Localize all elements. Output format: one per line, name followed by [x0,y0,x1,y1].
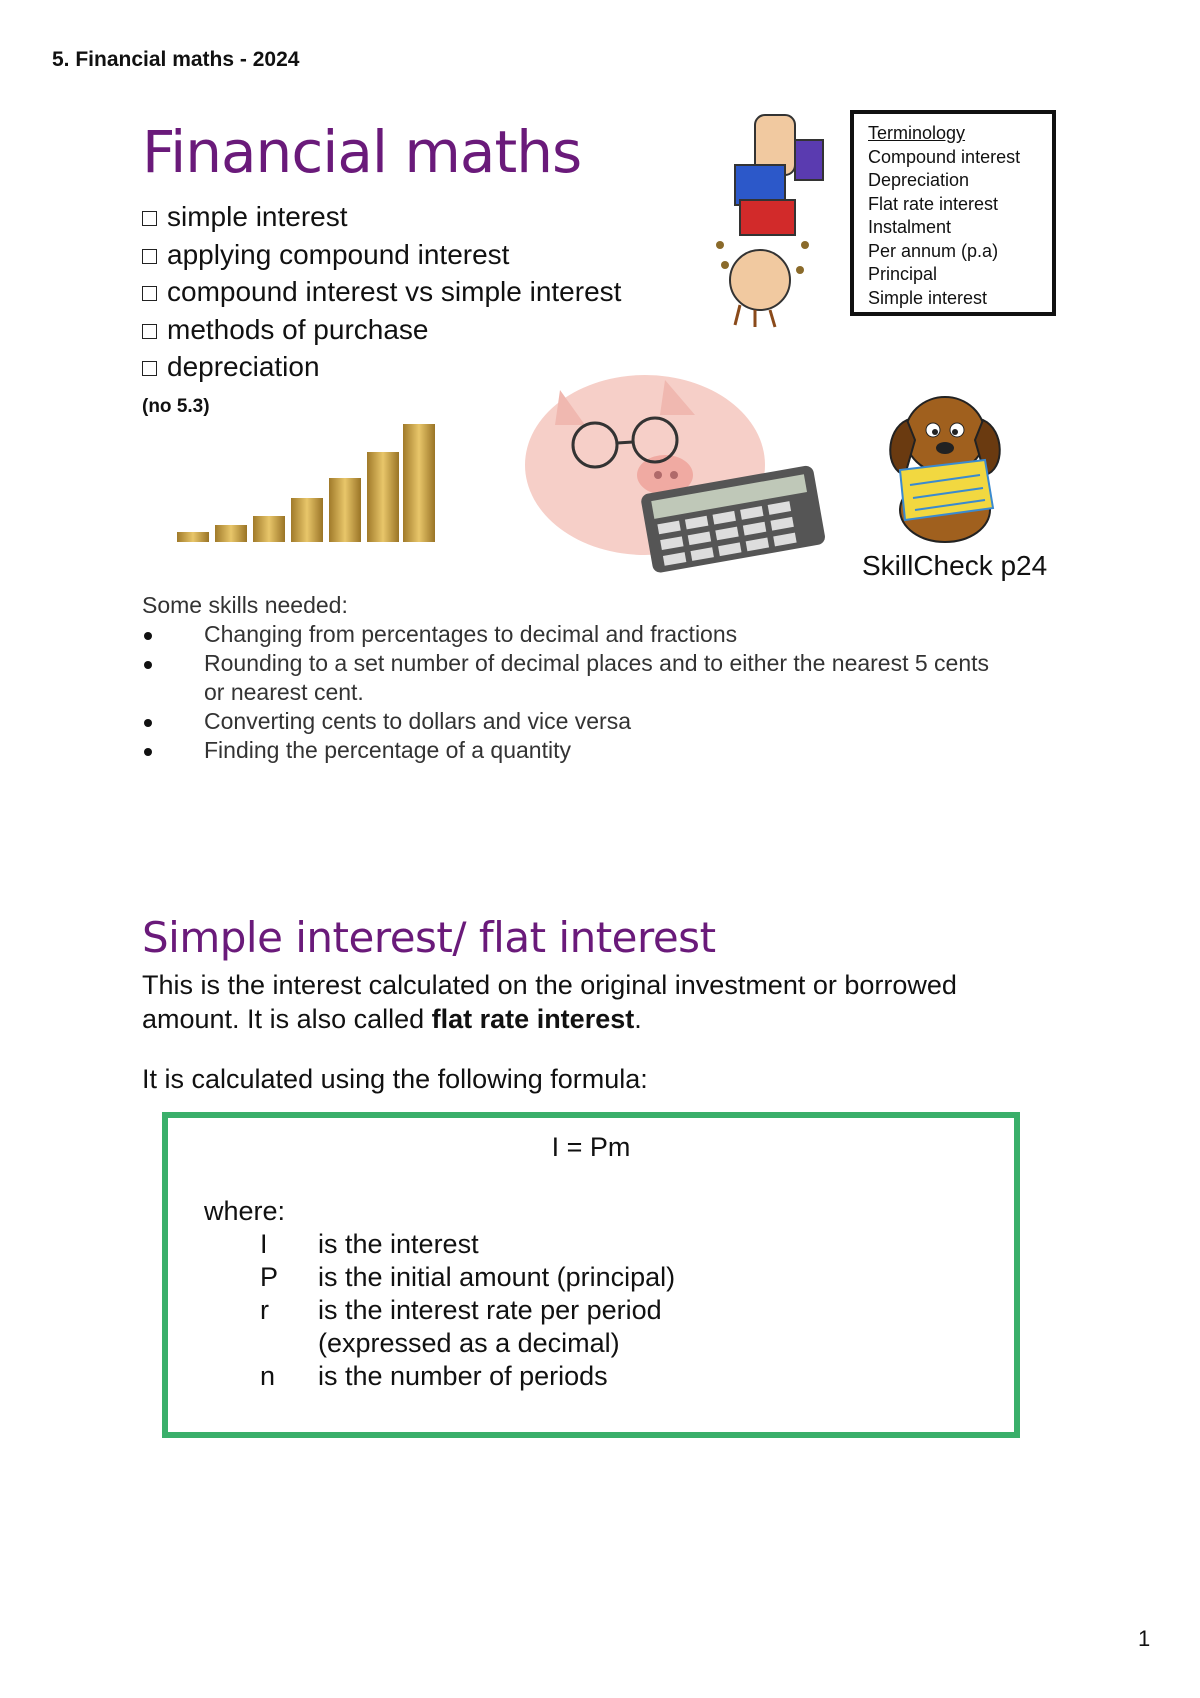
variable-symbol: r [260,1295,269,1325]
running-header: 5. Financial maths - 2024 [52,48,300,71]
checkbox-icon [142,211,157,226]
variable-meaning: is the interest [318,1229,479,1259]
term-item: Per annum (p.a) [868,240,999,261]
term-item: Compound interest [868,146,1021,167]
page-number: 1 [1138,1626,1151,1651]
dog-homework-illustration [875,390,1015,545]
skills-heading: Some skills needed: [142,592,348,618]
topic-label: applying compound interest [167,238,510,270]
skillcheck-reference: SkillCheck p24 [862,550,1048,581]
variable-row [260,1261,698,1294]
section-note: (no 5.3) [142,396,210,417]
formula-intro: It is calculated using the following formula: [142,1064,648,1094]
term-item: Principal [868,264,938,284]
topic-label: compound interest vs simple interest [167,276,622,307]
topic-checklist [142,198,621,386]
variable-row [260,1294,698,1360]
checkbox-icon [142,286,157,301]
skill-item: Rounding to a set number of decimal places and to either the nearest 5 cents or nearest cent. [142,649,1004,707]
topic-item [142,198,621,236]
term-item: Flat rate interest [868,193,999,214]
formula-box [162,1112,1020,1438]
topic-item [142,236,621,274]
skills-list [142,620,1072,765]
coin-stacks-image [175,420,445,545]
variable-meaning: is the interest rate per period (expressed as a decimal) [318,1295,662,1358]
term-item: Simple interest [868,287,988,308]
topic-item [142,311,621,349]
topic-label: depreciation [167,351,320,382]
topic-label: simple interest [167,201,348,232]
terminology-title: Terminology [868,123,966,143]
piggy-bank-calculator-image [500,370,840,585]
variable-symbol: I [260,1229,268,1259]
term-item: Instalment [868,217,952,237]
variable-row [260,1228,698,1261]
variable-symbol: P [260,1262,279,1292]
where-label: where: [204,1196,286,1226]
variable-meaning: is the initial amount (principal) [318,1262,676,1292]
variable-row [260,1360,698,1393]
page-title: Financial maths [142,118,582,186]
skill-item: Finding the percentage of a quantity [142,736,1072,765]
variable-list [260,1228,698,1393]
section-title: Simple interest/ flat interest [142,913,716,962]
topic-item [142,273,621,311]
topic-label: methods of purchase [167,313,429,345]
definition-paragraph [142,968,1042,1036]
checkbox-icon [142,324,157,339]
checkbox-icon [142,361,157,376]
formula: I = Pm [551,1132,631,1162]
definition-bold-term: flat rate interest [431,1004,635,1034]
term-item: Depreciation [868,170,970,190]
variable-symbol: n [260,1361,276,1391]
definition-text: This is the interest calculated on the original investment or borrowed amount. It is also called [142,970,957,1034]
variable-meaning: is the number of periods [318,1361,608,1391]
skill-item: Converting cents to dollars and vice versa [142,707,1072,736]
checkbox-icon [142,249,157,264]
skill-item: Changing from percentages to decimal and fractions [142,620,1072,649]
terminology-box [850,110,1056,316]
upside-down-man-illustration [705,105,845,330]
definition-end: . [634,1004,642,1034]
